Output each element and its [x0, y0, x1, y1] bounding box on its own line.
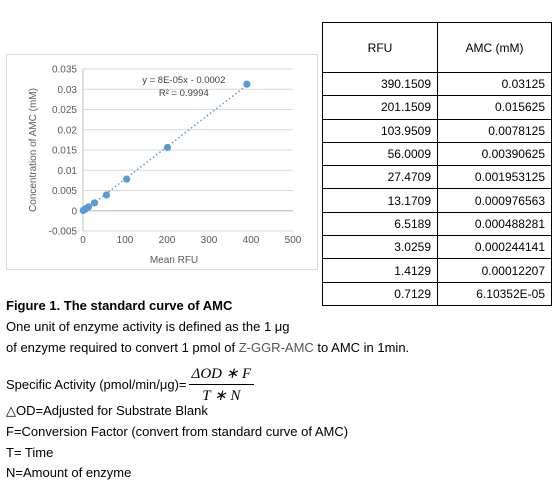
column-header-amc: AMC (mM) [438, 23, 552, 73]
specific-activity-formula [6, 364, 254, 405]
x-axis-title: Mean RFU [149, 255, 199, 266]
amc-cell: 0.000976563 [438, 189, 552, 212]
table-row [323, 96, 552, 119]
column-header-rfu: RFU [323, 23, 438, 73]
y-tick-label: 0.03 [57, 84, 77, 96]
y-tick-label: 0 [71, 206, 77, 218]
definition-n: N=Amount of enzyme [6, 465, 132, 480]
table-row [323, 73, 552, 96]
data-point [103, 191, 110, 198]
table-row [323, 119, 552, 142]
definition-od: △OD=Adjusted for Substrate Blank [6, 403, 208, 418]
amc-cell: 0.000488281 [438, 212, 552, 235]
trendline-r-squared: R² = 0.9994 [158, 88, 209, 99]
rfu-cell: 0.7129 [323, 282, 438, 305]
data-point [164, 144, 171, 151]
specific-activity-label: Specific Activity (pmol/min/μg)= [6, 377, 187, 392]
rfu-cell: 3.0259 [323, 236, 438, 259]
table-row [323, 212, 552, 235]
x-tick-label: 100 [116, 235, 134, 246]
amc-cell: 0.001953125 [438, 166, 552, 189]
y-tick-label: 0.035 [51, 64, 77, 76]
y-axis-title: Concentration of AMC (mM) [28, 88, 39, 212]
trendline-equation: y = 8E-05x - 0.0002 [142, 75, 226, 86]
data-point [91, 199, 98, 206]
x-tick-label: 0 [80, 235, 86, 246]
rfu-cell: 390.1509 [323, 73, 438, 96]
table-row [323, 166, 552, 189]
rfu-cell: 201.1509 [323, 96, 438, 119]
table-row [323, 259, 552, 282]
rfu-cell: 56.0009 [323, 142, 438, 165]
unit-definition-line-1: One unit of enzyme activity is defined as the 1 μg [6, 319, 290, 334]
unit-definition-line-2 [6, 340, 409, 355]
formula-fraction [189, 364, 255, 405]
amc-cell: 0.00390625 [438, 142, 552, 165]
rfu-cell: 6.5189 [323, 212, 438, 235]
x-tick-label: 500 [284, 235, 302, 246]
amc-cell: 0.000244141 [438, 236, 552, 259]
y-tick-label: 0.025 [51, 105, 77, 116]
data-point [80, 207, 87, 214]
table-row [323, 236, 552, 259]
table-row [323, 142, 552, 165]
y-tick-label: 0.005 [51, 186, 77, 197]
rfu-cell: 27.4709 [323, 166, 438, 189]
y-tick-label: 0.01 [57, 165, 77, 177]
line2-start: of enzyme required to convert 1 pmol of [6, 340, 239, 355]
table-row [323, 189, 552, 212]
standard-data-table [322, 22, 552, 306]
table-row [323, 282, 552, 305]
formula-denominator: T ∗ N [202, 388, 241, 404]
rfu-cell: 13.1709 [323, 189, 438, 212]
chart-plot [7, 55, 319, 271]
line2-end: to AMC in 1min. [313, 340, 410, 355]
x-tick-label: 300 [200, 235, 218, 246]
formula-numerator: ΔOD ∗ F [189, 364, 255, 385]
x-tick-label: 200 [158, 235, 176, 246]
y-tick-label: -0.005 [48, 226, 77, 238]
amc-cell: 0.0078125 [438, 119, 552, 142]
y-tick-label: 0.02 [57, 125, 77, 137]
amc-cell: 0.015625 [438, 96, 552, 119]
table-header-row [323, 23, 552, 73]
amc-cell: 6.10352E-05 [438, 282, 552, 305]
data-point [123, 176, 130, 183]
data-point [243, 81, 250, 88]
y-tick-label: 0.015 [51, 145, 77, 157]
rfu-cell: 1.4129 [323, 259, 438, 282]
amc-cell: 0.03125 [438, 73, 552, 96]
x-tick-label: 400 [242, 235, 260, 246]
definition-f: F=Conversion Factor (convert from standard curve of AMC) [6, 424, 349, 439]
amc-cell: 0.00012207 [438, 259, 552, 282]
standard-curve-chart [6, 54, 318, 270]
substrate-name: Z-GGR-AMC [238, 340, 314, 355]
definition-t: T= Time [6, 445, 54, 460]
figure-caption: Figure 1. The standard curve of AMC [6, 298, 233, 313]
rfu-cell: 103.9509 [323, 119, 438, 142]
